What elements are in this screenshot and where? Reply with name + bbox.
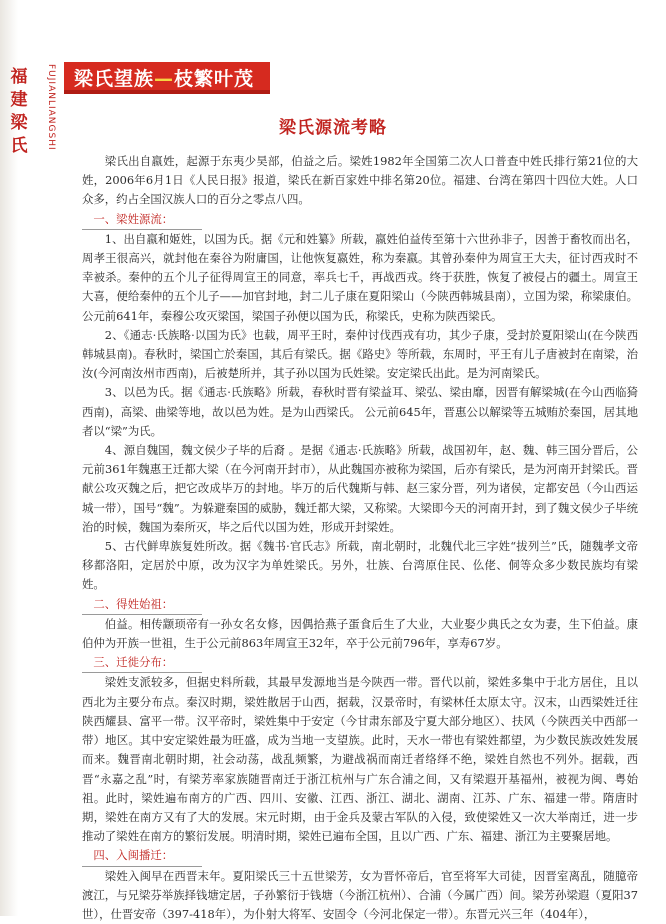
article-title: 梁氏源流考略 [279,118,387,138]
origin-paragraph-4: 4、源自魏国，魏文侯少子毕的后裔 。是据《通志·氏族略》所载，战国初年，赵、魏、韩三国分晋后，公元前361年魏惠王迁都大梁（在今河南开封市），从此魏国亦被称为梁国，后亦有梁氏，是为河南开封梁氏。晋献公攻灭魏之后，把它改成毕万的封地。毕万的后代魏斯与韩、赵三家分晋，列为诸侯，定都安邑（今山西运城一带），国号“魏”。为躲避秦国的威胁，魏迁都大梁，又称梁。大梁即今天的河南开封，到了魏文侯少子毕统治的时候，魏国为秦所灭，毕之后代以国为姓，形成开封梁姓。 [82,443,638,534]
banner-left-phrase: 梁氏望族 [74,68,155,90]
origin-paragraph-1: 1、出自嬴和姬姓，以国为氏。据《元和姓纂》所载，嬴姓伯益传至第十六世孙非子，因善于畜牧而出名，周孝王很高兴，就封他在秦谷为附庸国，让他恢复嬴姓，称为秦嬴。其曾孙秦仲为周宣王大夫，征讨西戎时不幸被杀。秦仲的五个儿子征得周宣王的同意，率兵七千，再战西戎。终于获胜，恢复了被侵占的疆土。周宣王大喜，便给秦仲的五个儿子——加官封地，封二儿子康在夏阳梁山（今陕西韩城县南），立国为梁，称梁康伯。公元前641年，秦穆公攻灭梁国，梁国子孙便以国为氏，称梁氏，史称为陕西梁氏。 [82,231,638,323]
migration-paragraph: 梁姓支派较多，但据史料所载，其最早发源地当是今陕西一带。晋代以前，梁姓多集中于北方居住，且以西北为主要分布点。秦汉时期，梁姓散居于山西，据载，汉景帝时，有梁林任太原太守。汉末，山西梁姓迁往陕西耀县、富平一带。汉平帝时，梁姓集中于安定（今甘肃东部及宁夏大部分地区）、扶风（今陕西关中西部一带）地区。其中安定梁姓最为旺盛，成为当地一支望族。此时，天水一带也有梁姓都望，为少数民族改姓发展而来。魏晋南北朝时期，社会动荡，战乱频繁，为避战祸而南迁者络绎不绝，梁姓自然也不列外。据载，西晋“永嘉之乱”时，有梁芳率家族随晋南迁于浙江杭州与广东合浦之间，又有梁遐开基福州，被视为闽、粤始祖。此时，梁姓遍布南方的广西、四川、安徽、江西、浙江、湖北、湖南、江苏、广东、福建一带。隋唐时期，梁姓在南方又有了大的发展。宋元时期，由于金兵及蒙古军队的入侵，致使梁姓又一次大举南迁，进一步推动了梁姓在南方的繁衍发展。明清时期，梁姓已遍布全国，且以广西、广东、福建、浙江为主要聚居地。 [82,675,638,844]
banner-text [74,64,254,91]
banner-right-phrase: 枝繁叶茂 [174,68,255,90]
intro-paragraph: 梁氏出自嬴姓，起源于东夷少昊部，伯益之后。梁姓1982年全国第二次人口普查中姓氏排行第21位的大姓，2006年6月1日《人民日报》报道，梁氏在新百家姓中排名第20位。福建、台湾在第四十四位大姓。人口众多，约占全国汉族人口的百分之零点八四。 [82,154,638,207]
origin-paragraph-5: 5、古代鲜卑族复姓所改。据《魏书·官氏志》所载，南北朝时，北魏代北三字姓“拔列兰”氏，随魏孝文帝移都洛阳，定居於中原，改为汉字为单姓梁氏。另外，壮族、台湾原住民、仫佬、侗等众多少数民族均有梁姓。 [82,539,638,592]
banner-separator: — [154,68,175,90]
ancestor-paragraph: 伯益。相传颛顼帝有一孙女名女修，因偶拾燕子蛋食后生了大业，大业娶少典氏之女为妻，生下伯益。康伯仲为开族一世祖，生于公元前863年周宣王32年，卒于公元前796年，享寿67岁。 [82,616,638,651]
vertical-series-title-pinyin: FUJIANLIANGSHI [46,64,56,151]
section-banner [64,62,270,94]
section-heading-origin: 一、梁姓源流： [82,210,202,230]
article-body [82,152,638,924]
section-heading-fujian: 四、入闽播迁： [82,846,202,866]
vertical-series-title: 福建梁氏 [10,67,28,156]
section-heading-ancestor: 二、得姓始祖： [82,595,202,615]
origin-paragraph-2: 2、《通志·氏族略·以国为氏》也载，周平王时，秦仲讨伐西戎有功，其少子康，受封於夏阳梁山(在今陕西韩城县南)。春秋时，梁国亡於秦国，其后有梁氏。据《路史》等所载，东周时，平王有儿子唐被封在南梁，治汝(今河南汝州市西南)，后被楚所并，其子孙以国为氏姓梁。安定梁氏出此。是为河南梁氏。 [82,327,638,381]
fujian-paragraph: 梁姓入闽早在西晋末年。夏阳梁氏三十五世梁芳，女为晋怀帝后，官至将军大司徒，因晋室离乱，随臆帝渡江，与兄梁芬举族择钱塘定居，子孙繁衍于钱塘（今浙江杭州）、合浦（今属广西）间。梁芳孙梁遐（夏阳37世），仕晋安帝（397-418年），为仆射大将军、安固令（今河北保定一带）。东晋元兴三年（404年）， [82,868,638,921]
section-heading-migration: 三、迁徙分布： [82,653,202,673]
origin-paragraph-3: 3、以邑为氏。据《通志·氏族略》所载，春秋时晋有梁益耳、梁弘、梁由靡，因晋有解梁城(在今山西临猗西南)，高梁、曲梁等地，故以邑为姓。是为山西梁氏。 公元前645年，晋惠公以解梁等五城贿於秦国，居其地者以“梁”为氏。 [82,385,638,438]
